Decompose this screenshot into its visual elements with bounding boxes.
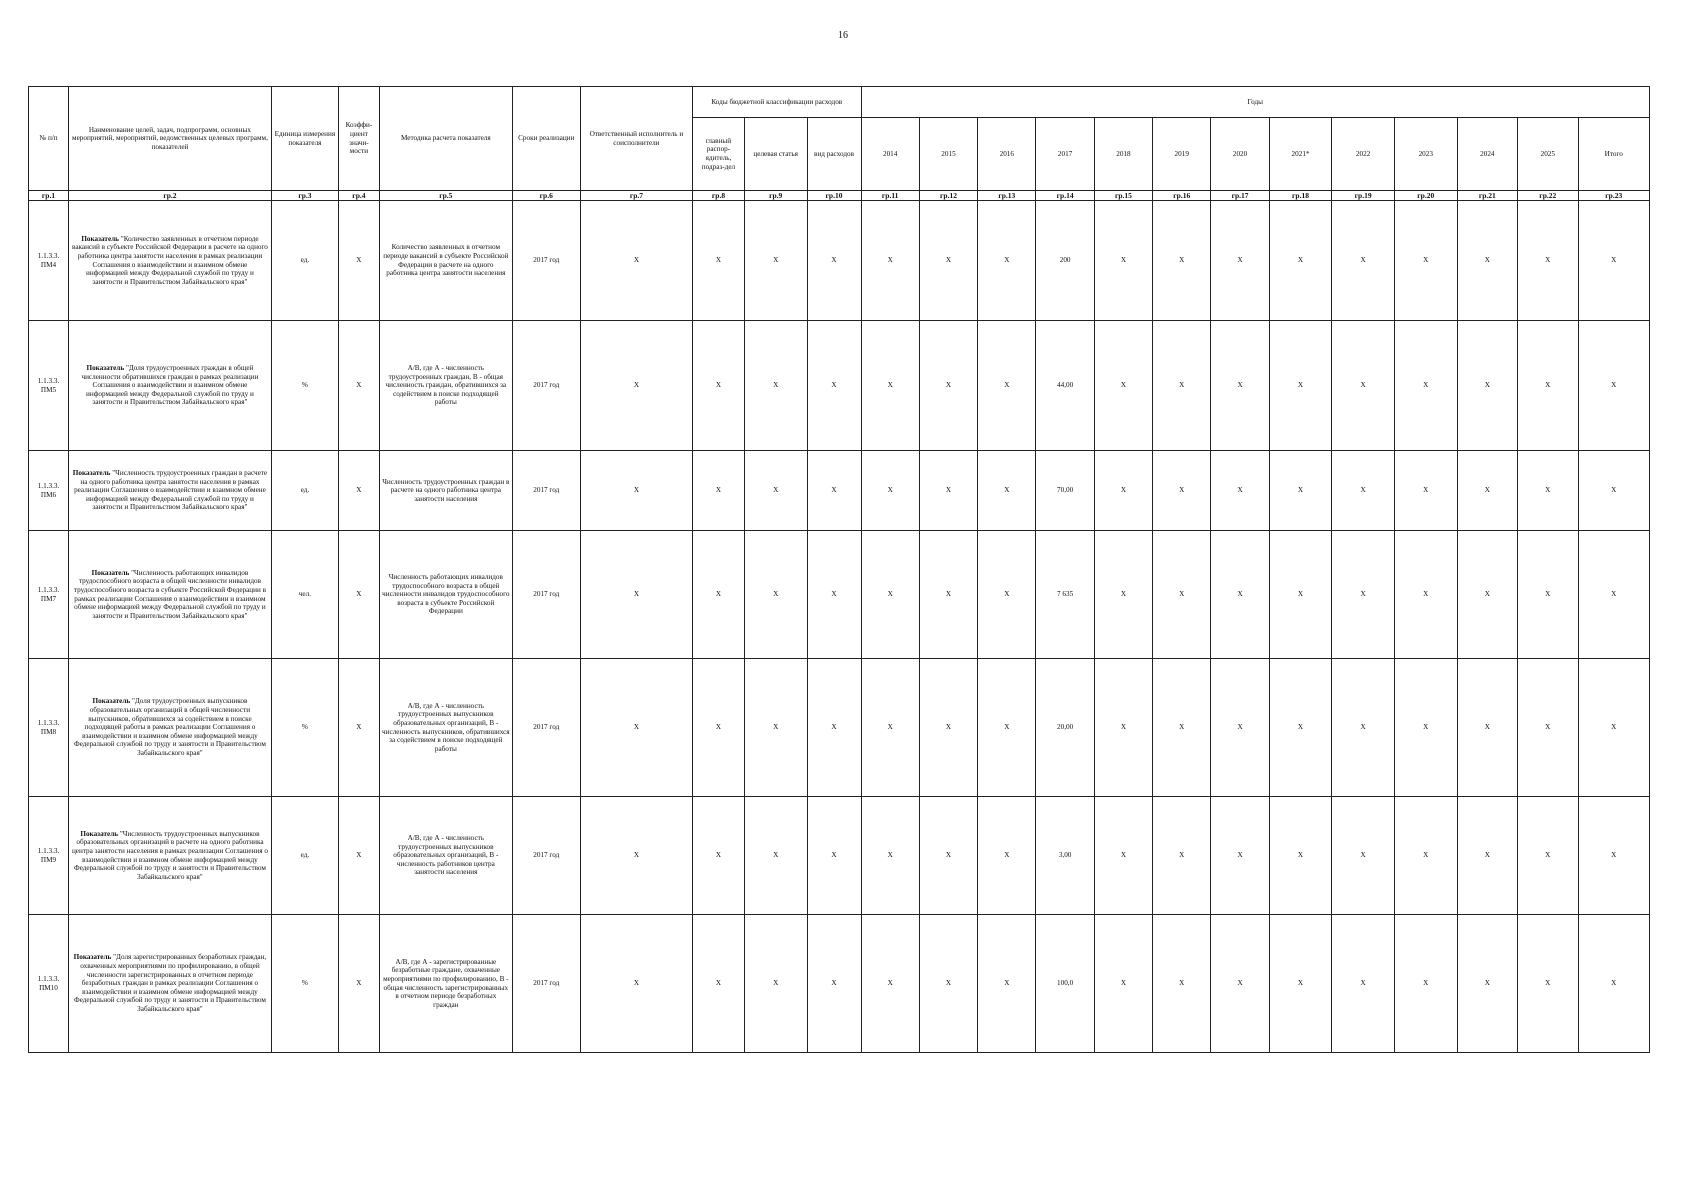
year-value-cell: X <box>1211 659 1269 797</box>
year-value-cell: X <box>1332 915 1395 1053</box>
year-value-cell: X <box>1394 797 1457 915</box>
year-value-cell: 70,00 <box>1036 451 1094 531</box>
term-cell: 2017 год <box>512 321 580 451</box>
column-number: гр.3 <box>271 191 338 201</box>
year-value-cell: X <box>1332 201 1395 321</box>
method-cell: А/В, где А - численность трудоустроенных выпускников образовательных организаций, В - численность работников центра занятости населения <box>379 797 512 915</box>
year-value-cell: X <box>861 201 919 321</box>
code-main-cell: X <box>693 451 745 531</box>
table-row <box>29 659 1650 797</box>
method-cell: А/В, где А - зарегистрированные безработные граждане, охваченные мероприятиями по профилированию, В - общая численность зарегистрированных в отчетном периоде безработных граждан <box>379 915 512 1053</box>
header-year: 2024 <box>1457 118 1517 191</box>
year-value-cell: X <box>1153 531 1211 659</box>
method-cell: Численность работающих инвалидов трудоспособного возраста в общей численности инвалидов трудоспособного возраста в субъекте Российской Федерации <box>379 531 512 659</box>
year-value-cell: X <box>1153 659 1211 797</box>
row-number: 1.1.3.3. ПМ7 <box>29 531 69 659</box>
year-value-cell: X <box>1332 531 1395 659</box>
column-number: гр.13 <box>978 191 1036 201</box>
unit-cell: ед. <box>271 451 338 531</box>
header-year: 2014 <box>861 118 919 191</box>
header-year: 2019 <box>1153 118 1211 191</box>
column-number: гр.14 <box>1036 191 1094 201</box>
indicator-name <box>68 451 271 531</box>
indicator-label: Показатель <box>73 953 112 962</box>
year-value-cell: X <box>1211 797 1269 915</box>
term-cell: 2017 год <box>512 201 580 321</box>
year-value-cell: X <box>1457 531 1517 659</box>
year-value-cell: X <box>1094 915 1152 1053</box>
row-number: 1.1.3.3. ПМ9 <box>29 797 69 915</box>
term-cell: 2017 год <box>512 915 580 1053</box>
coefficient-cell: X <box>338 321 379 451</box>
indicator-text: "Доля трудоустроенных выпускников образовательных организаций в общей численности выпускников, обратившихся за содействием в поиске подходящей работы в рамках реализации Соглашения о взаимодействии и взаимном обмене информацией между Федеральной службой по труду и занятости и Правительством Забайкальского края" <box>73 697 266 758</box>
table-row <box>29 915 1650 1053</box>
year-value-cell: X <box>1518 531 1578 659</box>
year-value-cell: 44,00 <box>1036 321 1094 451</box>
year-value-cell: X <box>1578 321 1649 451</box>
code-type-cell: X <box>807 201 861 321</box>
year-value-cell: X <box>978 659 1036 797</box>
row-number: 1.1.3.3. ПМ4 <box>29 201 69 321</box>
column-number: гр.23 <box>1578 191 1649 201</box>
coefficient-cell: X <box>338 201 379 321</box>
header-year: 2015 <box>919 118 977 191</box>
header-number: № п/п <box>29 87 69 191</box>
header-year: 2021* <box>1269 118 1332 191</box>
indicator-name <box>68 797 271 915</box>
year-value-cell: X <box>1269 659 1332 797</box>
year-value-cell: X <box>919 915 977 1053</box>
unit-cell: % <box>271 659 338 797</box>
method-cell: Количество заявленных в отчетном периоде вакансий в субъекте Российской Федерации в расчете на одного работника центра занятости населения <box>379 201 512 321</box>
responsible-cell: X <box>580 321 692 451</box>
year-value-cell: X <box>1269 915 1332 1053</box>
header-total: Итого <box>1578 118 1649 191</box>
year-value-cell: X <box>1394 451 1457 531</box>
column-number: гр.2 <box>68 191 271 201</box>
year-value-cell: X <box>1518 659 1578 797</box>
column-number: гр.5 <box>379 191 512 201</box>
year-value-cell: X <box>1153 451 1211 531</box>
header-term: Сроки реализации <box>512 87 580 191</box>
header-code-target: целевая статья <box>744 118 807 191</box>
unit-cell: % <box>271 915 338 1053</box>
year-value-cell: X <box>1518 797 1578 915</box>
code-type-cell: X <box>807 797 861 915</box>
year-value-cell: X <box>861 797 919 915</box>
row-number: 1.1.3.3. ПМ10 <box>29 915 69 1053</box>
indicator-name <box>68 201 271 321</box>
year-value-cell: X <box>1518 201 1578 321</box>
column-number: гр.21 <box>1457 191 1517 201</box>
year-value-cell: X <box>1094 451 1152 531</box>
column-number: гр.18 <box>1269 191 1332 201</box>
responsible-cell: X <box>580 797 692 915</box>
header-years: Годы <box>861 87 1649 118</box>
indicator-name <box>68 659 271 797</box>
unit-cell: ед. <box>271 797 338 915</box>
table-row <box>29 321 1650 451</box>
header-code-type: вид расходов <box>807 118 861 191</box>
header-year: 2020 <box>1211 118 1269 191</box>
table-row <box>29 531 1650 659</box>
table-row <box>29 451 1650 531</box>
column-number: гр.16 <box>1153 191 1211 201</box>
year-value-cell: X <box>919 797 977 915</box>
header-year: 2018 <box>1094 118 1152 191</box>
year-value-cell: X <box>1578 659 1649 797</box>
header-year: 2016 <box>978 118 1036 191</box>
indicator-label: Показатель <box>72 468 111 477</box>
term-cell: 2017 год <box>512 659 580 797</box>
year-value-cell: X <box>1211 915 1269 1053</box>
indicator-name <box>68 321 271 451</box>
year-value-cell: X <box>1578 915 1649 1053</box>
code-main-cell: X <box>693 659 745 797</box>
year-value-cell: X <box>1211 201 1269 321</box>
coefficient-cell: X <box>338 797 379 915</box>
year-value-cell: 200 <box>1036 201 1094 321</box>
column-number: гр.10 <box>807 191 861 201</box>
year-value-cell: X <box>1457 321 1517 451</box>
term-cell: 2017 год <box>512 531 580 659</box>
year-value-cell: X <box>1153 797 1211 915</box>
year-value-cell: X <box>1394 915 1457 1053</box>
year-value-cell: X <box>1332 659 1395 797</box>
column-number: гр.15 <box>1094 191 1152 201</box>
header-year: 2023 <box>1394 118 1457 191</box>
year-value-cell: X <box>1394 659 1457 797</box>
year-value-cell: X <box>1332 797 1395 915</box>
code-type-cell: X <box>807 659 861 797</box>
year-value-cell: X <box>1394 531 1457 659</box>
header-name: Наименование целей, задач, подпрограмм, основных мероприятий, мероприятий, ведомственных целевых программ, показателей <box>68 87 271 191</box>
year-value-cell: X <box>1578 451 1649 531</box>
unit-cell: ед. <box>271 201 338 321</box>
code-type-cell: X <box>807 531 861 659</box>
row-number: 1.1.3.3. ПМ6 <box>29 451 69 531</box>
header-method: Методика расчета показателя <box>379 87 512 191</box>
code-target-cell: X <box>744 659 807 797</box>
indicator-text: "Доля зарегистрированных безработных граждан, охваченных мероприятиями по профилированию, в общей численности зарегистрированных в отчетном периоде безработных граждан в рамках реализации Соглашения о взаимодействии и взаимном обмене информацией между Федеральной службой по труду и занятости и Правительством Забайкальского края" <box>73 953 267 1014</box>
year-value-cell: X <box>919 531 977 659</box>
coefficient-cell: X <box>338 659 379 797</box>
page-number: 16 <box>838 30 848 41</box>
unit-cell: % <box>271 321 338 451</box>
code-target-cell: X <box>744 915 807 1053</box>
year-value-cell: X <box>1394 201 1457 321</box>
row-number: 1.1.3.3. ПМ8 <box>29 659 69 797</box>
year-value-cell: X <box>1269 201 1332 321</box>
responsible-cell: X <box>580 201 692 321</box>
year-value-cell: X <box>1518 451 1578 531</box>
year-value-cell: X <box>919 659 977 797</box>
year-value-cell: X <box>1211 321 1269 451</box>
year-value-cell: X <box>1457 797 1517 915</box>
header-coefficient: Коэффи-циент значи-мости <box>338 87 379 191</box>
code-target-cell: X <box>744 201 807 321</box>
column-number: гр.12 <box>919 191 977 201</box>
year-value-cell: X <box>1211 451 1269 531</box>
indicator-label: Показатель <box>92 697 131 706</box>
year-value-cell: X <box>978 531 1036 659</box>
year-value-cell: 100,0 <box>1036 915 1094 1053</box>
code-type-cell: X <box>807 321 861 451</box>
method-cell: А/В, где А - численность трудоустроенных граждан, В - общая численность граждан, обратившихся за содействием в поиске подходящей работы <box>379 321 512 451</box>
year-value-cell: 20,00 <box>1036 659 1094 797</box>
column-number: гр.1 <box>29 191 69 201</box>
year-value-cell: X <box>1457 451 1517 531</box>
year-value-cell: X <box>1211 531 1269 659</box>
code-target-cell: X <box>744 321 807 451</box>
indicator-label: Показатель <box>91 568 130 577</box>
code-main-cell: X <box>693 915 745 1053</box>
term-cell: 2017 год <box>512 797 580 915</box>
year-value-cell: X <box>1332 451 1395 531</box>
column-number: гр.22 <box>1518 191 1578 201</box>
year-value-cell: X <box>978 451 1036 531</box>
table-row <box>29 797 1650 915</box>
year-value-cell: X <box>1269 321 1332 451</box>
method-cell: А/В, где А - численность трудоустроенных выпускников образовательных организаций, В - численность выпускников, обратившихся за содействием в поиске подходящей работы <box>379 659 512 797</box>
indicator-label: Показатель <box>80 829 119 838</box>
responsible-cell: X <box>580 659 692 797</box>
indicator-text: "Численность трудоустроенных граждан в расчете на одного работника центра занятости населения в рамках реализации Соглашения о взаимодействии и взаимном обмене информацией между Федеральной службой по труду и занятости и Правительством Забайкальского края" <box>74 468 268 512</box>
year-value-cell: X <box>919 201 977 321</box>
method-cell: Численность трудоустроенных граждан в расчете на одного работника центра занятости населения <box>379 451 512 531</box>
responsible-cell: X <box>580 915 692 1053</box>
header-year: 2025 <box>1518 118 1578 191</box>
year-value-cell: X <box>1457 915 1517 1053</box>
coefficient-cell: X <box>338 915 379 1053</box>
header-year: 2017 <box>1036 118 1094 191</box>
row-number: 1.1.3.3. ПМ5 <box>29 321 69 451</box>
code-target-cell: X <box>744 797 807 915</box>
year-value-cell: X <box>978 915 1036 1053</box>
column-number: гр.6 <box>512 191 580 201</box>
year-value-cell: X <box>1457 201 1517 321</box>
year-value-cell: X <box>1094 659 1152 797</box>
table-row <box>29 201 1650 321</box>
term-cell: 2017 год <box>512 451 580 531</box>
indicator-text: "Количество заявленных в отчетном периоде вакансий в субъекте Российской Федерации в расчете на одного работника центра занятости населения в рамках реализации Соглашения о взаимодействии и взаимном обмене информацией между Федеральной службой по труду и занятости и Правительством Забайкальского края" <box>72 234 268 286</box>
unit-cell: чел. <box>271 531 338 659</box>
year-value-cell: X <box>861 451 919 531</box>
year-value-cell: X <box>978 201 1036 321</box>
year-value-cell: X <box>1518 915 1578 1053</box>
code-main-cell: X <box>693 201 745 321</box>
header-year: 2022 <box>1332 118 1395 191</box>
year-value-cell: X <box>1457 659 1517 797</box>
column-number-row <box>29 191 1650 201</box>
column-number: гр.17 <box>1211 191 1269 201</box>
indicator-text: "Доля трудоустроенных граждан в общей численности обратившихся граждан в рамках реализации Соглашения о взаимодействии и взаимном обмене информацией между Федеральной службой по труду и занятости и Правительством Забайкальского края" <box>81 363 259 407</box>
year-value-cell: X <box>1094 201 1152 321</box>
header-unit: Единица измерения показателя <box>271 87 338 191</box>
year-value-cell: X <box>1578 201 1649 321</box>
indicator-label: Показатель <box>86 363 125 372</box>
year-value-cell: X <box>861 915 919 1053</box>
year-value-cell: X <box>919 321 977 451</box>
year-value-cell: X <box>1153 201 1211 321</box>
column-number: гр.4 <box>338 191 379 201</box>
year-value-cell: X <box>978 797 1036 915</box>
indicator-name <box>68 531 271 659</box>
column-number: гр.19 <box>1332 191 1395 201</box>
year-value-cell: X <box>1269 451 1332 531</box>
column-number: гр.8 <box>693 191 745 201</box>
code-main-cell: X <box>693 321 745 451</box>
year-value-cell: X <box>861 659 919 797</box>
header-budget-codes: Коды бюджетной классификации расходов <box>693 87 861 118</box>
year-value-cell: X <box>1269 531 1332 659</box>
indicator-text: "Численность трудоустроенных выпускников образовательных организаций в расчете на одного работника центра занятости населения в рамках реализации Соглашения о взаимодействии и взаимном обмене информацией между Федеральной службой по труду и занятости и Правительством Забайкальского края" <box>71 829 268 881</box>
header-responsible: Ответственный исполнитель и соисполнители <box>580 87 692 191</box>
year-value-cell: X <box>1094 531 1152 659</box>
year-value-cell: X <box>1518 321 1578 451</box>
code-type-cell: X <box>807 451 861 531</box>
year-value-cell: X <box>1332 321 1395 451</box>
header-code-main: главный распор-ядитель, подраз-дел <box>693 118 745 191</box>
year-value-cell: X <box>1094 797 1152 915</box>
indicators-table <box>28 86 1650 1053</box>
responsible-cell: X <box>580 451 692 531</box>
column-number: гр.11 <box>861 191 919 201</box>
year-value-cell: X <box>861 531 919 659</box>
code-type-cell: X <box>807 915 861 1053</box>
column-number: гр.7 <box>580 191 692 201</box>
indicator-text: "Численность работающих инвалидов трудоспособного возраста в общей численности инвалидов трудоспособного возраста в субъекте Российской Федерации в рамках реализации Соглашения о взаимодействии и взаимном обмене информацией между Федеральной службой по труду и занятости и Правительством Забайкальского края" <box>73 568 267 620</box>
year-value-cell: X <box>1153 321 1211 451</box>
year-value-cell: X <box>1153 915 1211 1053</box>
year-value-cell: X <box>1269 797 1332 915</box>
responsible-cell: X <box>580 531 692 659</box>
year-value-cell: 3,00 <box>1036 797 1094 915</box>
code-main-cell: X <box>693 797 745 915</box>
year-value-cell: X <box>1394 321 1457 451</box>
year-value-cell: X <box>919 451 977 531</box>
column-number: гр.9 <box>744 191 807 201</box>
code-target-cell: X <box>744 531 807 659</box>
column-number: гр.20 <box>1394 191 1457 201</box>
coefficient-cell: X <box>338 531 379 659</box>
year-value-cell: X <box>978 321 1036 451</box>
year-value-cell: 7 635 <box>1036 531 1094 659</box>
year-value-cell: X <box>1094 321 1152 451</box>
code-target-cell: X <box>744 451 807 531</box>
indicator-label: Показатель <box>81 234 119 243</box>
coefficient-cell: X <box>338 451 379 531</box>
indicator-name <box>68 915 271 1053</box>
year-value-cell: X <box>1578 531 1649 659</box>
year-value-cell: X <box>861 321 919 451</box>
year-value-cell: X <box>1578 797 1649 915</box>
code-main-cell: X <box>693 531 745 659</box>
